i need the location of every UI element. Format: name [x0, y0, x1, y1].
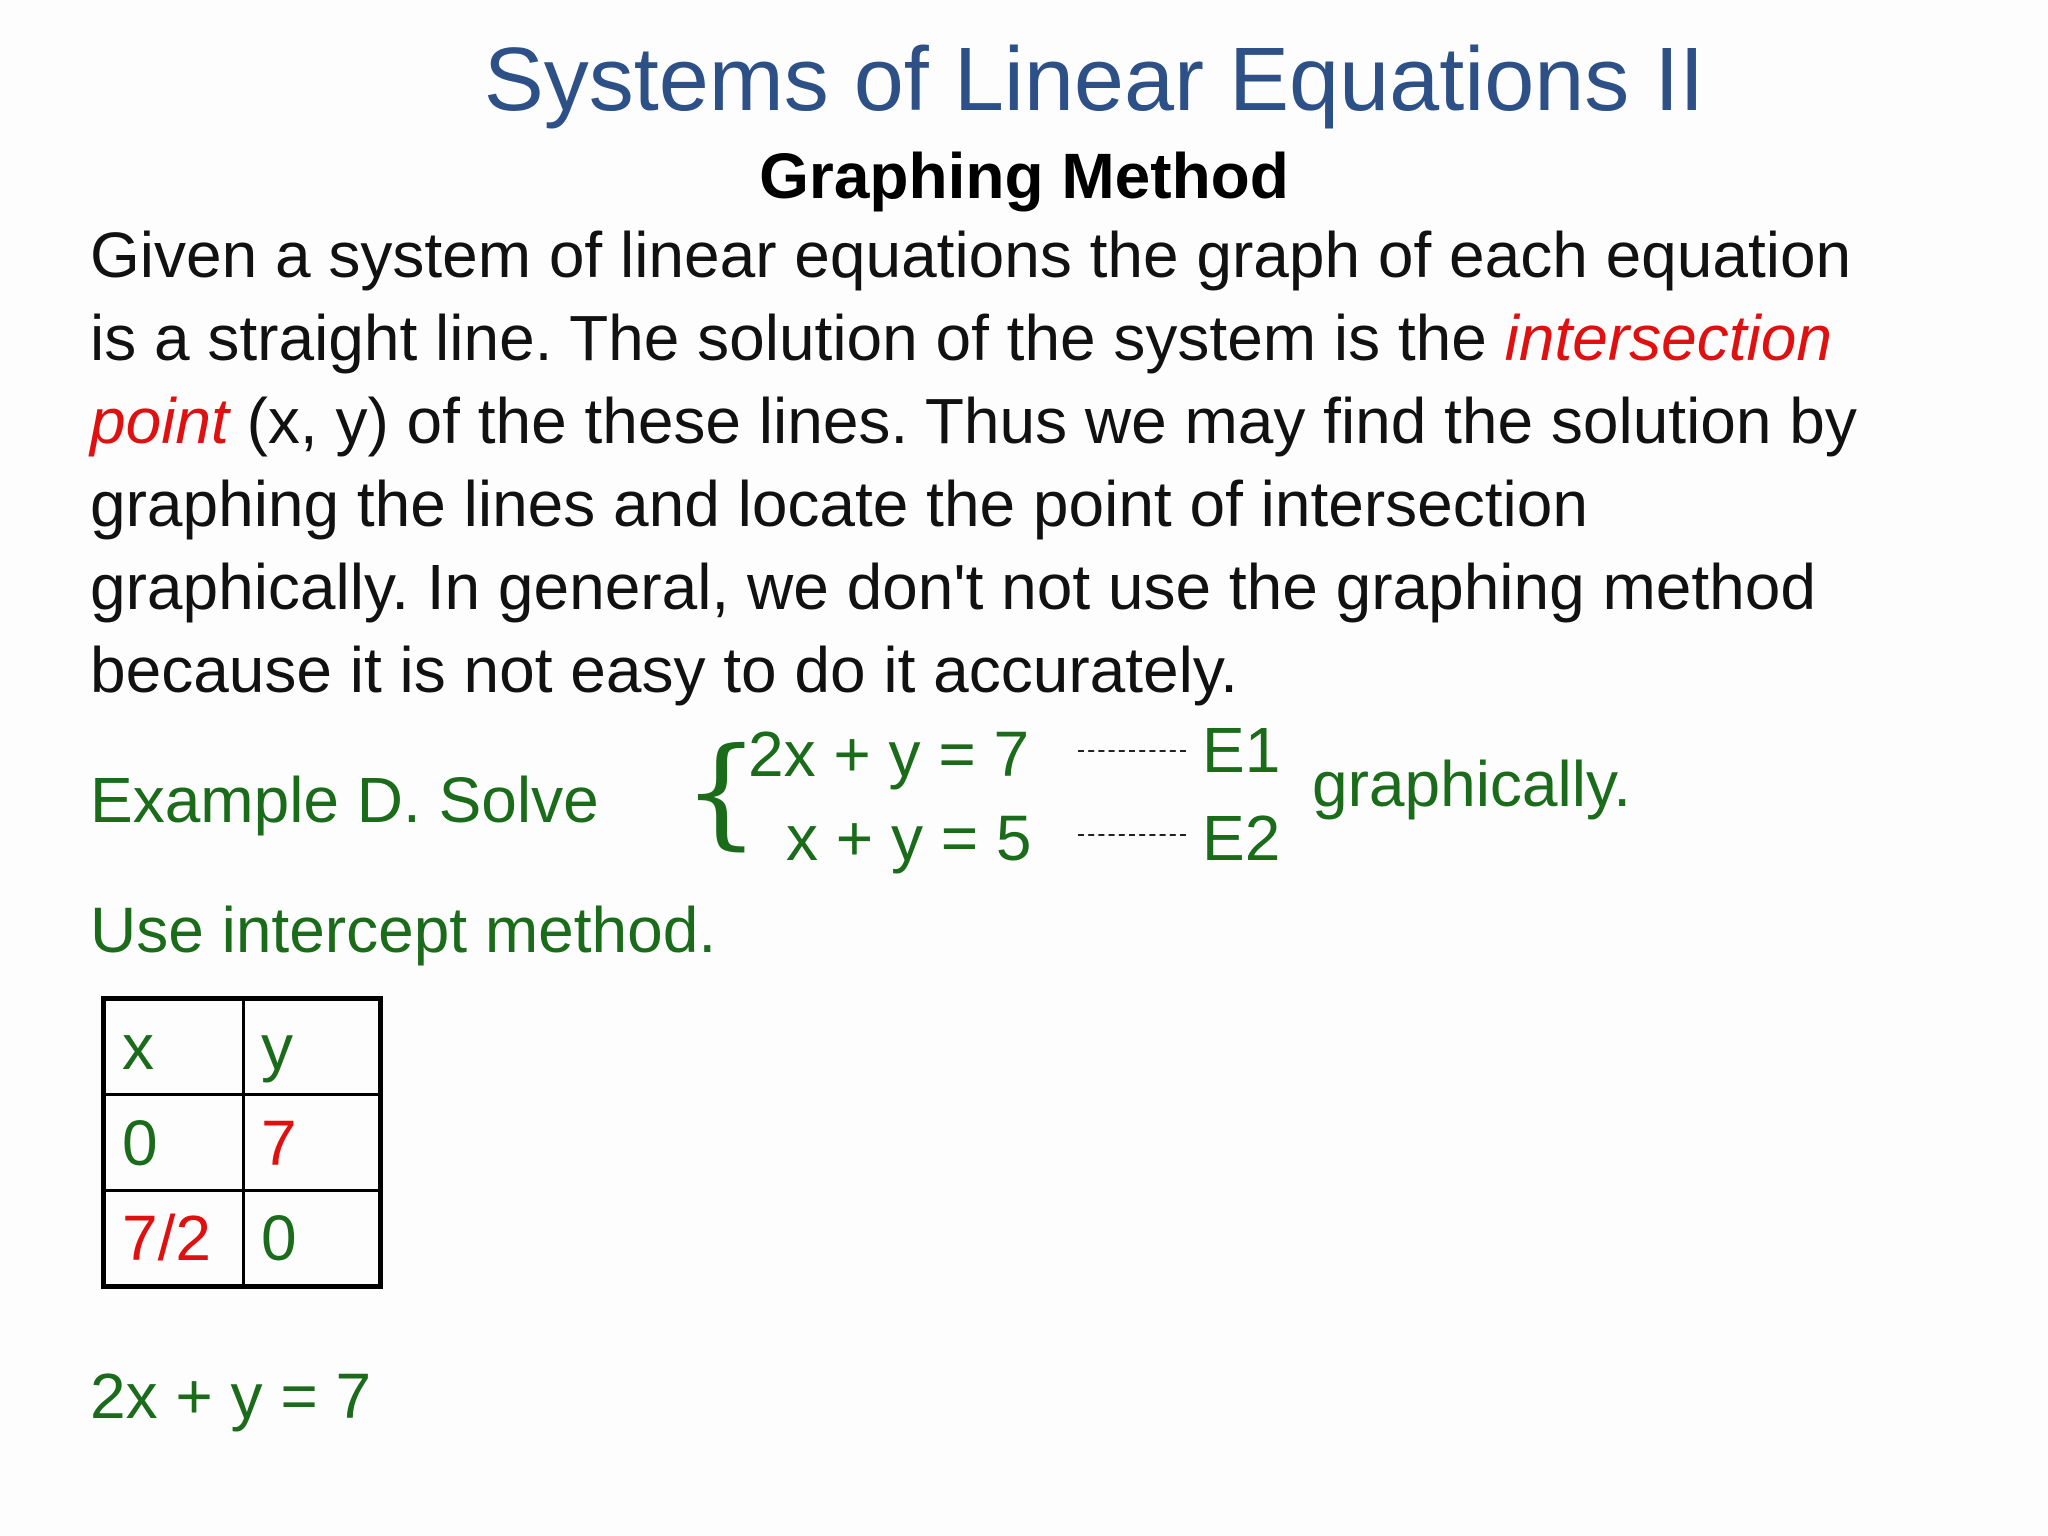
emphasis-point: point [90, 385, 229, 457]
table-cell: 7/2 [104, 1191, 244, 1287]
slide-subtitle: Graphing Method [759, 140, 1289, 212]
table-header-y: y [244, 999, 381, 1095]
explanation-paragraph [90, 214, 2010, 712]
table-row [104, 1191, 381, 1287]
paragraph-text: is a straight line. The solution of the system is the [90, 302, 1505, 374]
paragraph-line [90, 546, 2010, 629]
system-brace: { [683, 723, 760, 862]
equation-tag-e2: E2 [1202, 802, 1281, 874]
table-header-x: x [104, 999, 244, 1095]
equation-tag-e1: E1 [1202, 714, 1281, 786]
dashed-leader-e1 [1078, 750, 1186, 752]
equation-e1: 2x + y = 7 [748, 718, 1030, 790]
dashed-leader-e2 [1078, 834, 1186, 836]
intercept-table [101, 996, 383, 1289]
emphasis-intersection: intersection [1504, 302, 1832, 374]
table-header-row [104, 999, 381, 1095]
table-cell: 0 [104, 1095, 244, 1191]
table-equation-label: 2x + y = 7 [90, 1360, 372, 1432]
paragraph-line [90, 380, 2010, 463]
slide-title: Systems of Linear Equations II [483, 30, 1705, 130]
instruction-text: Use intercept method. [90, 894, 717, 966]
table-cell: 7 [244, 1095, 381, 1191]
paragraph-text: because it is not easy to do it accurately. [90, 634, 1238, 706]
example-suffix: graphically. [1312, 748, 1631, 820]
paragraph-line [90, 297, 2010, 380]
paragraph-text: Given a system of linear equations the graph of each equation [90, 219, 1852, 291]
paragraph-text: graphically. In general, we don't not use the graphing method [90, 551, 1816, 623]
table-cell: 0 [244, 1191, 381, 1287]
paragraph-line [90, 629, 2010, 712]
paragraph-line [90, 463, 2010, 546]
paragraph-text: (x, y) of the these lines. Thus we may find the solution by [228, 385, 1857, 457]
paragraph-text: graphing the lines and locate the point of intersection [90, 468, 1588, 540]
example-label: Example D. Solve [90, 764, 599, 836]
equation-e2: x + y = 5 [786, 802, 1032, 874]
paragraph-line [90, 214, 2010, 297]
table-row [104, 1095, 381, 1191]
